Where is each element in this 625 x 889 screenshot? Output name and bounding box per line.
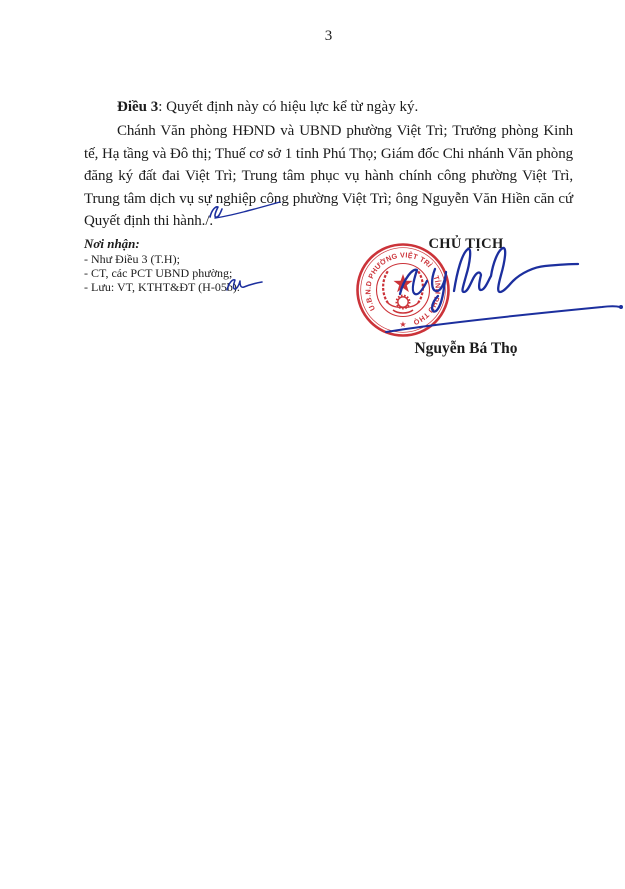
seal-bottom-star-icon: ★ [399, 320, 407, 329]
seal-ring-text-bottom: TỈNH PHÚ THỌ [411, 274, 443, 328]
pen-flourish-after-recipients [222, 272, 267, 297]
recipients-block [84, 235, 304, 295]
recipients-label: Nơi nhận: [84, 236, 140, 251]
signer-name: Nguyễn Bá Thọ [414, 340, 518, 357]
article-label: Điều 3 [117, 99, 159, 115]
seal-ring-text-top: U.B.N.D PHƯỜNG VIỆT TRÌ [363, 250, 435, 313]
recipient-item: - CT, các PCT UBND phường; [84, 266, 233, 281]
pen-flourish-after-paragraph [200, 195, 290, 225]
body-paragraph: Chánh Văn phòng HĐND và UBND phường Việt Trì; Trưởng phòng Kinh tế, Hạ tầng và Đô thị; Thuế cơ sở 1 tỉnh Phú Thọ; Giám đốc Chi nhánh Văn phòng đăng ký đất đai Việt Trì; Trung tâm phục vụ hành chính công phường Việt Trì, Trung tâm dịch vụ sự nghiệp công phường Việt Trì; ông Nguyễn Văn Hiền căn cứ Quyết định thi hành./. [84, 123, 573, 230]
article-text: : Quyết định này có hiệu lực kể từ ngày ký. [158, 99, 419, 115]
recipient-item: - Như Điều 3 (T.H); [84, 252, 180, 266]
signer-title: CHỦ TỊCH [428, 236, 504, 252]
page-number: 3 [324, 28, 333, 44]
signature-end-dot [619, 305, 623, 309]
article-3-line [84, 96, 573, 119]
handwritten-signature [370, 230, 625, 345]
recipient-item: - Lưu: VT, KTHT&ĐT (H-05b). [84, 280, 240, 295]
